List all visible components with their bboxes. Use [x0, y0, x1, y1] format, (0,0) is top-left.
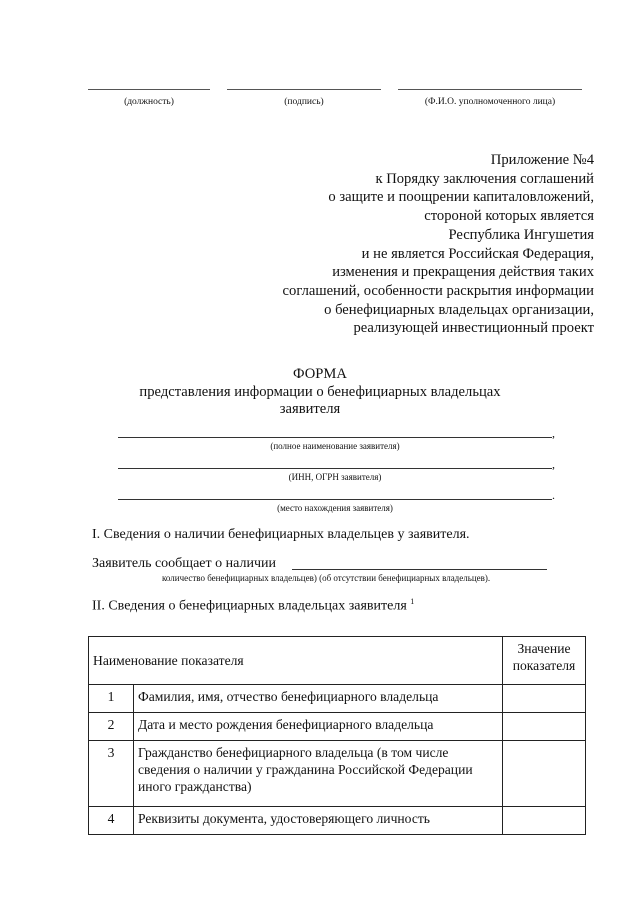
applicant-address-field[interactable]	[118, 499, 552, 500]
field-trail: ,	[552, 457, 555, 471]
row-indicator: Фамилия, имя, отчество бенефициарного владельца	[134, 685, 503, 713]
row-value-cell[interactable]	[503, 713, 586, 741]
row-number: 4	[89, 807, 134, 835]
appendix-line: и не является Российская Федерация,	[361, 245, 594, 262]
appendix-line: о бенефициарных владельцах организации,	[324, 301, 594, 318]
signature-caption: (подпись)	[284, 97, 324, 107]
full-name-signature-line	[398, 89, 582, 90]
beneficiary-count-field[interactable]	[292, 569, 547, 570]
appendix-line: Приложение №4	[490, 152, 594, 168]
table-row	[89, 741, 586, 807]
table-header-row	[89, 637, 586, 685]
row-indicator: Реквизиты документа, удостоверяющего личность	[134, 807, 503, 835]
appendix-line: изменения и прекращения действия таких	[332, 264, 594, 281]
section-1-heading: I. Сведения о наличии бенефициарных владельцев у заявителя.	[92, 527, 470, 542]
section-2-heading-text: II. Сведения о бенефициарных владельцах заявителя	[92, 598, 407, 614]
form-subtitle: представления информации о бенефициарных владельцах	[139, 384, 501, 400]
header-indicator-name: Наименование показателя	[89, 637, 503, 685]
appendix-line: к Порядку заключения соглашений	[375, 170, 594, 187]
appendix-line: Республика Ингушетия	[448, 226, 594, 243]
table-row	[89, 807, 586, 835]
header-indicator-value	[503, 637, 586, 685]
applicant-address-caption: (место нахождения заявителя)	[277, 503, 393, 513]
applicant-inn-ogrn-field[interactable]	[118, 468, 552, 469]
beneficiary-presence-statement: Заявитель сообщает о наличии	[92, 556, 276, 571]
form-subtitle-continued: заявителя	[279, 401, 341, 417]
signature-line	[227, 89, 381, 90]
position-caption: (должность)	[124, 97, 174, 107]
footnote-mark: 1	[410, 597, 415, 606]
table-row	[89, 713, 586, 741]
header-value-line: Значение	[517, 641, 571, 656]
beneficiary-indicators-table	[88, 636, 586, 835]
applicant-name-field[interactable]	[118, 437, 552, 438]
row-number: 3	[89, 741, 134, 807]
field-trail: ,	[552, 426, 555, 440]
row-indicator: Гражданство бенефициарного владельца (в том числе сведения о наличии у гражданина Российской Федерации иного гражданства)	[134, 741, 503, 807]
appendix-line: реализующей инвестиционный проект	[353, 320, 594, 337]
row-indicator: Дата и место рождения бенефициарного владельца	[134, 713, 503, 741]
section-2-heading	[92, 597, 414, 615]
appendix-line: о защите и поощрении капиталовложений,	[328, 189, 594, 206]
appendix-header	[283, 151, 594, 338]
header-value-line: показателя	[512, 658, 576, 673]
field-trail: .	[552, 488, 555, 502]
applicant-inn-ogrn-caption: (ИНН, ОГРН заявителя)	[288, 472, 382, 482]
applicant-name-caption: (полное наименование заявителя)	[270, 441, 400, 451]
full-name-caption: (Ф.И.О. уполномоченного лица)	[424, 97, 556, 107]
position-signature-line	[88, 89, 210, 90]
row-number: 2	[89, 713, 134, 741]
row-value-cell[interactable]	[503, 807, 586, 835]
table-row	[89, 685, 586, 713]
beneficiary-count-caption: количество бенефициарных владельцев) (об отсутствии бенефициарных владельцев).	[162, 573, 491, 583]
row-number: 1	[89, 685, 134, 713]
row-value-cell[interactable]	[503, 685, 586, 713]
appendix-line: стороной которых является	[424, 208, 594, 225]
appendix-line: соглашений, особенности раскрытия информации	[282, 282, 594, 299]
form-title: ФОРМА	[293, 366, 347, 382]
row-value-cell[interactable]	[503, 741, 586, 807]
